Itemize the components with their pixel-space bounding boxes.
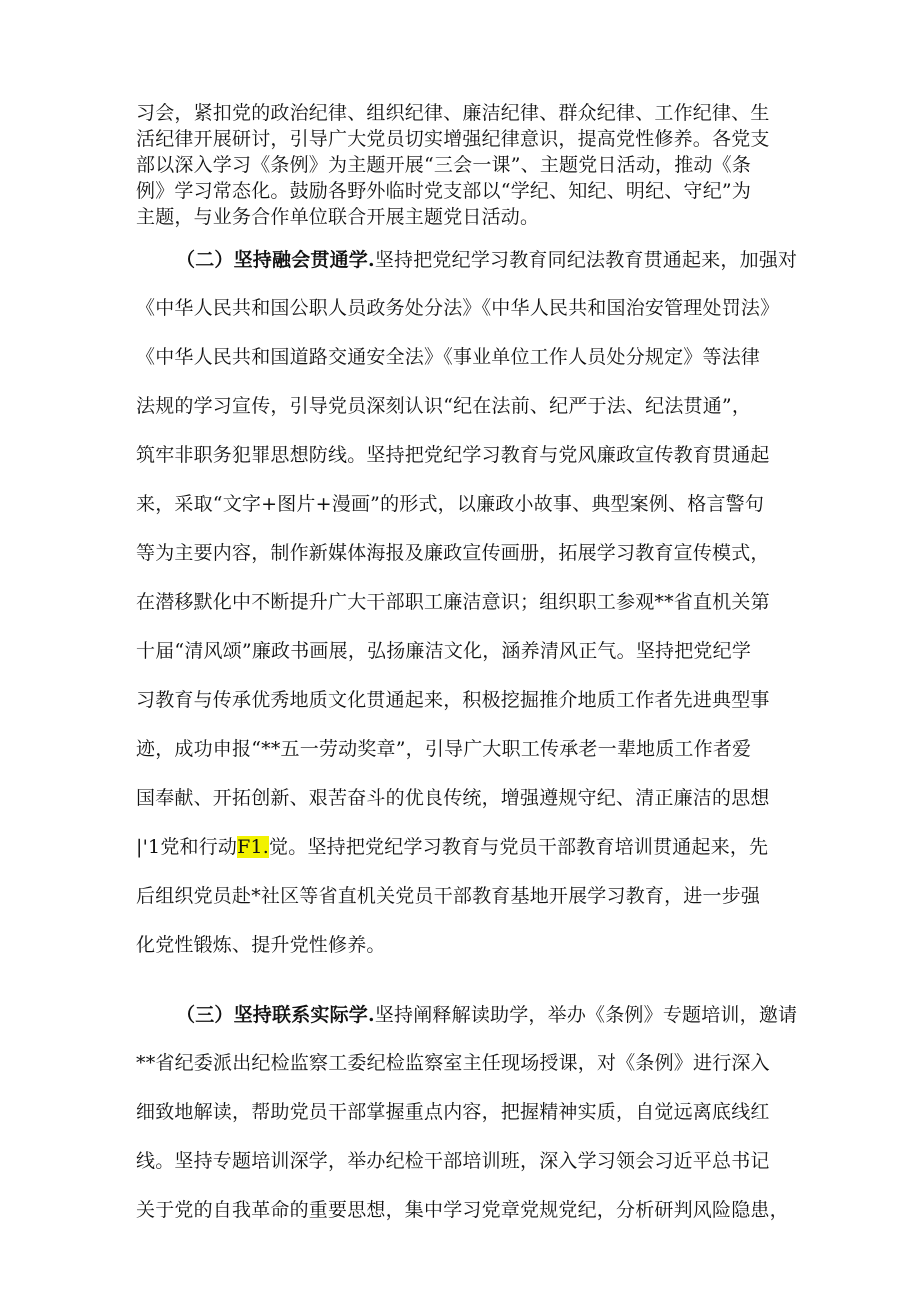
text-run: 坚持阐释解读助学，举办《条例》专题培训，邀请 bbox=[374, 1004, 798, 1026]
text-run: |'1党和行动 bbox=[136, 836, 238, 858]
text-run: 觉。坚持把党纪学习教育与党员干部教育培训贯通起来，先 bbox=[269, 836, 769, 858]
text-run: 坚持把党纪学习教育同纪法教育贯通起来，加强对 bbox=[374, 249, 798, 271]
document-page: 习会，紧扣党的政治纪律、组织纪律、廉洁纪律、群众纪律、工作纪律、生 活纪律开展研讨，引导广大党员切实增强纪律意识，提高党性修养。各党支 部以深入学习《条例》为主题开展“三会一课”、主题党日活动，推动《条 例》学习常态化。鼓励各野外临时党支部以“学纪、知纪、明纪、守纪”为 主题，与业务合作单位联合开展主题党日活动。 （二）坚持融会贯通学.坚持把党纪学习教育同纪法教育贯通起来，加强对 《中华人民共和国公职人员政务处分法》《中华人民共和国治安管理处罚法》 《中华人民共和国道路交通安全法》《事业单位工作人员处分规定》等法律 法规的学习宣传，引导党员深刻认识“纪在法前、纪严于法、纪法贯通”， 筑牢非职务犯罪思想防线。坚持把党纪学习教育与党风廉政宣传教育贯通起 来，采取“文字+图片+漫画”的形式，以廉政小故事、典型案例、格言警句 等为主要内容，制作新媒体海报及廉政宣传画册，拓展学习教育宣传模式， 在潜移默化中不断提升广大干部职工廉洁意识；组织职工参观**省直机关第 十届“清风颂”廉政书画展，弘扬廉洁文化，涵养清风正气。坚持把党纪学 习教育与传承优秀地质文化贯通起来，积极挖掘推介地质工作者先进典型事 迹，成功申报“**五一劳动奖章”，引导广大职工传承老一辈地质工作者爱 国奉献、开拓创新、艰苦奋斗的优良传统，增强遵规守纪、清正廉洁的思想 |'1党和行动F1.觉。坚持把党纪学习教育与党员干部教育培训贯通起来，先 后组织党员赴*社区等省直机关党员干部教育基地开展学习教育，进一步强 化党性锻炼、提升党性修养。 （三）坚持联系实际学.坚持阐释解读助学，举办《条例》专题培训，邀请 **省纪委派出纪检监察工委纪检监察室主任现场授课，对《条例》进行深入 细致地解读，帮助党员干部掌握重点内容，把握精神实质，自觉远离底线红 线。坚持专题培训深学，举办纪检干部培训班，深入学习领会习近平总书记 关于党的自我革命的重要思想，集中学习党章党规党纪，分析研判风险隐患， bbox=[136, 102, 798, 1221]
section-heading: （二）坚持融会贯通学. bbox=[176, 249, 375, 271]
highlighted-text: F1. bbox=[237, 836, 270, 858]
section-heading: （三）坚持联系实际学. bbox=[176, 1004, 375, 1026]
